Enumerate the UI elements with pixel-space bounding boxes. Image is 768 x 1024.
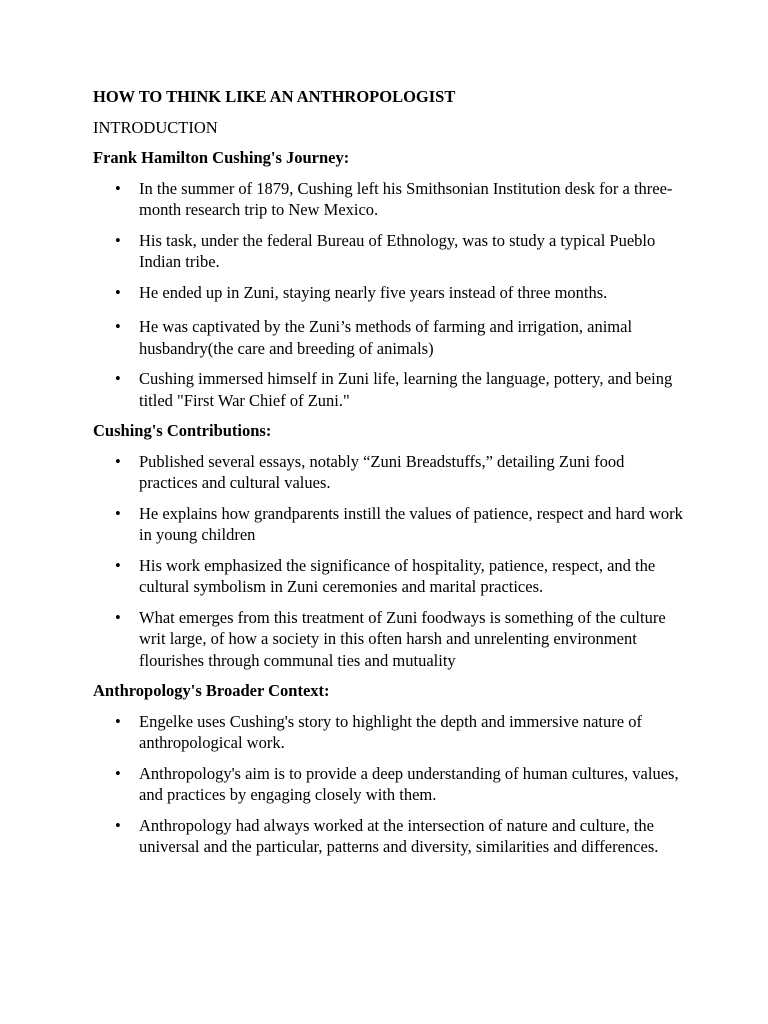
list-item — [93, 316, 683, 359]
list-item — [93, 711, 683, 754]
list-item — [93, 282, 683, 304]
bullet-icon: • — [115, 763, 121, 783]
bullet-list-cushing-contributions — [93, 451, 683, 672]
bullet-icon: • — [115, 451, 121, 471]
list-item-text: What emerges from this treatment of Zuni foodways is something of the culture writ large, of how a society in this often harsh and unrelenting environment flourishes through communal ties and mutuality — [139, 607, 666, 670]
list-item-text: Cushing immersed himself in Zuni life, learning the language, pottery, and being titled "First War Chief of Zuni." — [139, 369, 673, 410]
list-item-text: In the summer of 1879, Cushing left his Smithsonian Institution desk for a three-month research trip to New Mexico. — [139, 178, 673, 219]
list-item — [93, 815, 683, 858]
bullet-icon: • — [115, 711, 121, 731]
bullet-icon: • — [115, 317, 121, 336]
list-item — [93, 763, 683, 806]
list-item — [93, 451, 683, 494]
list-item-text: He explains how grandparents instill the values of patience, respect and hard work in young children — [139, 503, 683, 544]
list-item-text: His task, under the federal Bureau of Ethnology, was to study a typical Pueblo Indian tribe. — [139, 230, 656, 271]
list-item — [93, 555, 683, 598]
bullet-list-cushing-journey — [93, 178, 683, 412]
list-item — [93, 178, 683, 221]
list-item — [93, 368, 683, 411]
list-item — [93, 607, 683, 672]
list-item-text: Anthropology had always worked at the intersection of nature and culture, the universal and the particular, patterns and diversity, similarities and differences. — [139, 815, 659, 856]
list-item-text: Engelke uses Cushing's story to highlight the depth and immersive nature of anthropological work. — [139, 711, 642, 752]
bullet-icon: • — [115, 815, 121, 835]
list-item-text: His work emphasized the significance of hospitality, patience, respect, and the cultural symbolism in Zuni ceremonies and marital practices. — [139, 555, 656, 596]
introduction-label: INTRODUCTION — [93, 117, 218, 137]
bullet-icon: • — [115, 178, 121, 198]
bullet-icon: • — [115, 555, 121, 575]
document-page — [93, 86, 683, 867]
list-item-text: Anthropology's aim is to provide a deep understanding of human cultures, values, and practices by engaging closely with them. — [139, 763, 679, 804]
bullet-icon: • — [115, 282, 121, 302]
list-item-text: He was captivated by the Zuni’s methods of farming and irrigation, animal husbandry(the care and breeding of animals) — [139, 317, 633, 358]
bullet-icon: • — [115, 503, 121, 523]
section-heading-cushing-contributions: Cushing's Contributions: — [93, 421, 272, 440]
list-item-text: Published several essays, notably “Zuni Breadstuffs,” detailing Zuni food practices and cultural values. — [139, 451, 625, 492]
bullet-icon: • — [115, 230, 121, 250]
document-title: HOW TO THINK LIKE AN ANTHROPOLOGIST — [93, 87, 456, 106]
list-item — [93, 230, 683, 273]
list-item — [93, 503, 683, 546]
section-heading-broader-context: Anthropology's Broader Context: — [93, 681, 330, 700]
section-heading-cushing-journey: Frank Hamilton Cushing's Journey: — [93, 148, 350, 167]
bullet-icon: • — [115, 607, 121, 627]
bullet-icon: • — [115, 369, 121, 388]
list-item-text: He ended up in Zuni, staying nearly five years instead of three months. — [139, 282, 608, 302]
bullet-list-broader-context — [93, 711, 683, 858]
